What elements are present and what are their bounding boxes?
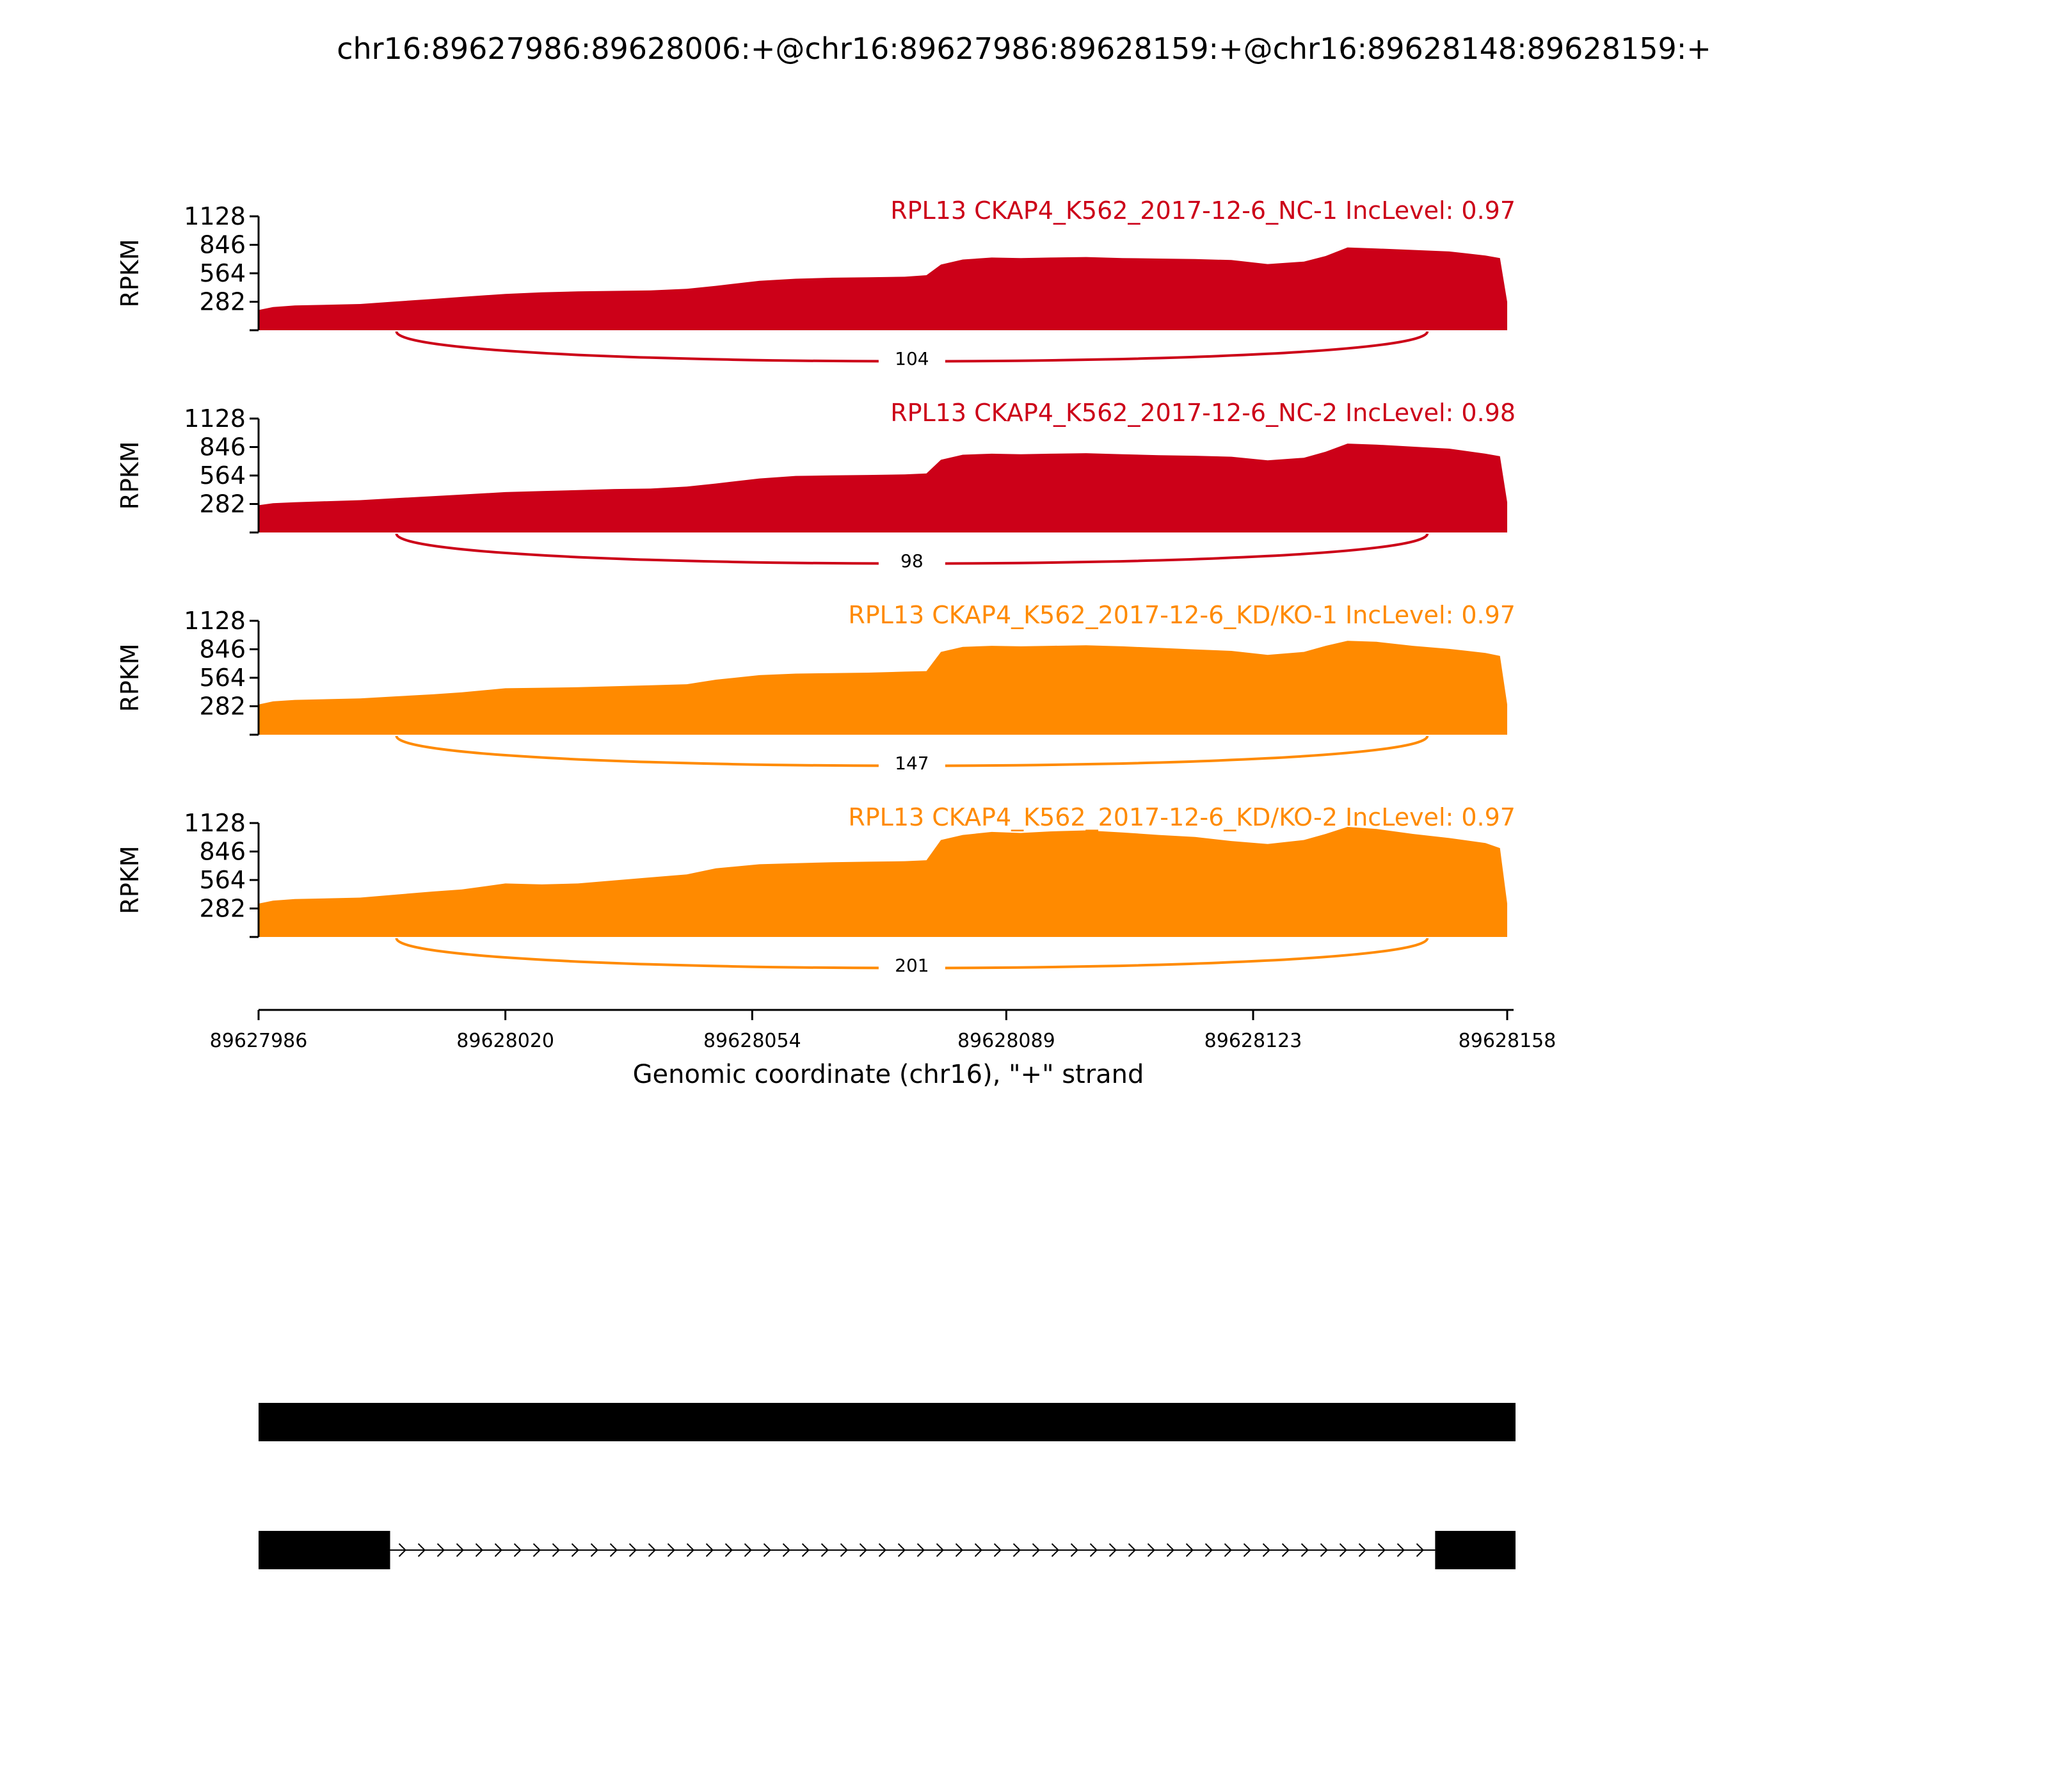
exon-block (1435, 1531, 1516, 1569)
sample-label: RPL13 CKAP4_K562_2017-12-6_NC-1 IncLevel: 0.97 (890, 196, 1516, 225)
x-tick-label: 89628089 (957, 1030, 1055, 1052)
coverage-panel (116, 601, 1516, 774)
y-tick-label: 1128 (184, 202, 246, 230)
y-axis-label: RPKM (116, 845, 144, 915)
junction-read-count: 104 (895, 348, 929, 369)
y-tick-label: 282 (199, 490, 246, 518)
y-axis-label: RPKM (116, 441, 144, 510)
coverage-area (259, 444, 1507, 532)
x-tick-label: 89628020 (456, 1030, 555, 1052)
sample-label: RPL13 CKAP4_K562_2017-12-6_KD/KO-2 IncLevel: 0.97 (848, 803, 1516, 831)
x-tick-label: 89628123 (1204, 1030, 1302, 1052)
y-tick-label: 1128 (184, 809, 246, 837)
y-tick-label: 564 (199, 461, 246, 490)
y-axis-label: RPKM (116, 239, 144, 308)
y-tick-label: 1128 (184, 404, 246, 433)
sample-label: RPL13 CKAP4_K562_2017-12-6_NC-2 IncLevel: 0.98 (890, 399, 1516, 427)
gene-model-inclusion (259, 1403, 1516, 1441)
y-tick-label: 564 (199, 866, 246, 894)
y-tick-label: 846 (199, 635, 246, 664)
x-tick-label: 89628158 (1458, 1030, 1556, 1052)
y-tick-label: 282 (199, 692, 246, 721)
gene-model-skipping (259, 1531, 1516, 1569)
x-tick-label: 89627986 (209, 1030, 308, 1052)
coverage-area (259, 248, 1507, 330)
junction-read-count: 98 (900, 550, 924, 572)
y-tick-label: 846 (199, 837, 246, 866)
coverage-panel (116, 803, 1516, 977)
exon-block (259, 1403, 1516, 1441)
junction-read-count: 147 (895, 753, 929, 774)
y-tick-label: 846 (199, 433, 246, 461)
coverage-area (259, 827, 1507, 937)
figure-title: chr16:89627986:89628006:+@chr16:89627986:89628159:+@chr16:89628148:89628159:+ (337, 31, 1711, 66)
gene-models (259, 1403, 1516, 1569)
coverage-panel (116, 399, 1516, 572)
y-tick-label: 846 (199, 230, 246, 259)
coverage-panels (116, 196, 1516, 977)
y-tick-label: 564 (199, 259, 246, 287)
y-tick-label: 1128 (184, 607, 246, 635)
coverage-area (259, 641, 1507, 735)
y-tick-label: 282 (199, 287, 246, 316)
coverage-panel (116, 196, 1516, 370)
junction-read-count: 201 (895, 955, 929, 976)
y-tick-label: 282 (199, 894, 246, 923)
x-axis-label: Genomic coordinate (chr16), "+" strand (632, 1060, 1144, 1089)
x-tick-label: 89628054 (703, 1030, 801, 1052)
y-tick-label: 564 (199, 664, 246, 692)
y-axis-label: RPKM (116, 643, 144, 712)
sample-label: RPL13 CKAP4_K562_2017-12-6_KD/KO-1 IncLevel: 0.97 (848, 601, 1516, 629)
exon-block (259, 1531, 390, 1569)
x-axis (210, 1010, 1556, 1089)
